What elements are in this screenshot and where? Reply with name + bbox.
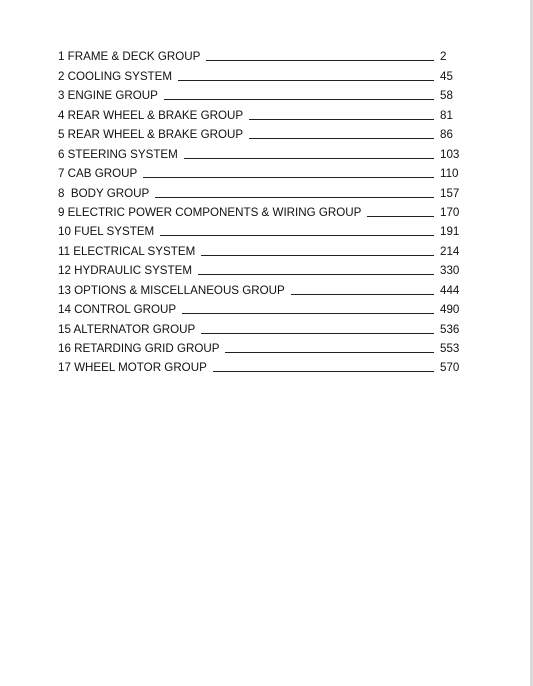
- toc-entry[interactable]: [58, 161, 468, 180]
- toc-entry-page: 570: [440, 361, 460, 375]
- toc-entry-page: 86: [440, 128, 453, 142]
- toc-entry[interactable]: [58, 200, 468, 219]
- toc-entry-title: 17 WHEEL MOTOR GROUP: [58, 361, 207, 375]
- toc-entry[interactable]: [58, 297, 468, 316]
- toc-entry-page: 553: [440, 342, 460, 355]
- toc-leader-line: [206, 60, 434, 61]
- toc-leader-line: [213, 371, 434, 372]
- toc-entry-title: 3 ENGINE GROUP: [58, 89, 158, 103]
- toc-entry-title: 2 COOLING SYSTEM: [58, 69, 173, 83]
- toc-entry-page: 170: [440, 205, 460, 219]
- toc-leader-line: [249, 138, 434, 139]
- toc-entry-page: 191: [440, 225, 460, 239]
- toc-entry-title: 12 HYDRAULIC SYSTEM: [58, 264, 193, 278]
- toc-entry[interactable]: [58, 316, 468, 335]
- toc-entry-title: 1 FRAME & DECK GROUP: [58, 50, 201, 64]
- toc-leader-line: [201, 333, 434, 334]
- toc-leader-line: [291, 294, 434, 295]
- toc-entry-title: 11 ELECTRICAL SYSTEM: [58, 244, 196, 258]
- toc-entry[interactable]: [58, 258, 468, 277]
- toc-entry-page: 58: [440, 89, 453, 103]
- toc-entry[interactable]: [58, 219, 468, 238]
- toc-leader-line: [178, 80, 434, 81]
- toc-entry[interactable]: [58, 102, 468, 121]
- toc-entry[interactable]: [58, 277, 468, 296]
- toc-entry-page: 157: [440, 186, 460, 200]
- toc-entry[interactable]: [58, 180, 468, 199]
- toc-entry-page: 2: [440, 50, 447, 64]
- toc-entry-title: 15 ALTERNATOR GROUP: [58, 322, 196, 336]
- toc-entry-page: 110: [440, 167, 459, 181]
- toc-entry-page: 330: [440, 264, 460, 278]
- toc-entry-page: 444: [440, 283, 460, 297]
- toc-leader-line: [155, 197, 434, 198]
- toc-entry[interactable]: [58, 63, 468, 82]
- toc-leader-line: [225, 352, 434, 353]
- toc-entry-page: 536: [440, 322, 460, 336]
- toc-leader-line: [198, 274, 434, 275]
- toc-entry[interactable]: [58, 122, 468, 141]
- toc-leader-line: [182, 313, 434, 314]
- toc-entry-title: 10 FUEL SYSTEM: [58, 225, 155, 239]
- toc-entry-page: 45: [440, 69, 453, 83]
- toc-entry[interactable]: [58, 238, 468, 257]
- toc-leader-line: [201, 255, 434, 256]
- toc-entry-page: 214: [440, 244, 460, 258]
- toc-entry[interactable]: [58, 44, 468, 63]
- table-of-contents: [58, 44, 468, 374]
- toc-leader-line: [249, 119, 434, 120]
- toc-entry[interactable]: [58, 336, 468, 355]
- toc-entry-title: 4 REAR WHEEL & BRAKE GROUP: [58, 108, 244, 122]
- toc-entry-page: 81: [440, 108, 453, 122]
- toc-entry-title: 5 REAR WHEEL & BRAKE GROUP: [58, 128, 244, 142]
- toc-entry-title: 13 OPTIONS & MISCELLANEOUS GROUP: [58, 283, 285, 297]
- toc-entry-title: 14 CONTROL GROUP: [58, 303, 177, 317]
- toc-entry-page: 490: [440, 303, 460, 317]
- toc-leader-line: [367, 216, 434, 217]
- toc-entry[interactable]: [58, 141, 468, 160]
- toc-entry-page: 103: [440, 147, 460, 161]
- toc-entry-title: 16 RETARDING GRID GROUP: [58, 342, 220, 355]
- toc-leader-line: [160, 235, 434, 236]
- toc-entry-title: 7 CAB GROUP: [58, 167, 138, 181]
- toc-entry-title: 8 BODY GROUP: [58, 186, 150, 200]
- toc-leader-line: [164, 99, 434, 100]
- toc-entry-title: 9 ELECTRIC POWER COMPONENTS & WIRING GROUP: [58, 205, 362, 219]
- toc-leader-line: [184, 158, 434, 159]
- toc-leader-line: [143, 177, 434, 178]
- toc-entry-title: 6 STEERING SYSTEM: [58, 147, 178, 161]
- toc-entry[interactable]: [58, 83, 468, 102]
- toc-entry[interactable]: [58, 355, 468, 374]
